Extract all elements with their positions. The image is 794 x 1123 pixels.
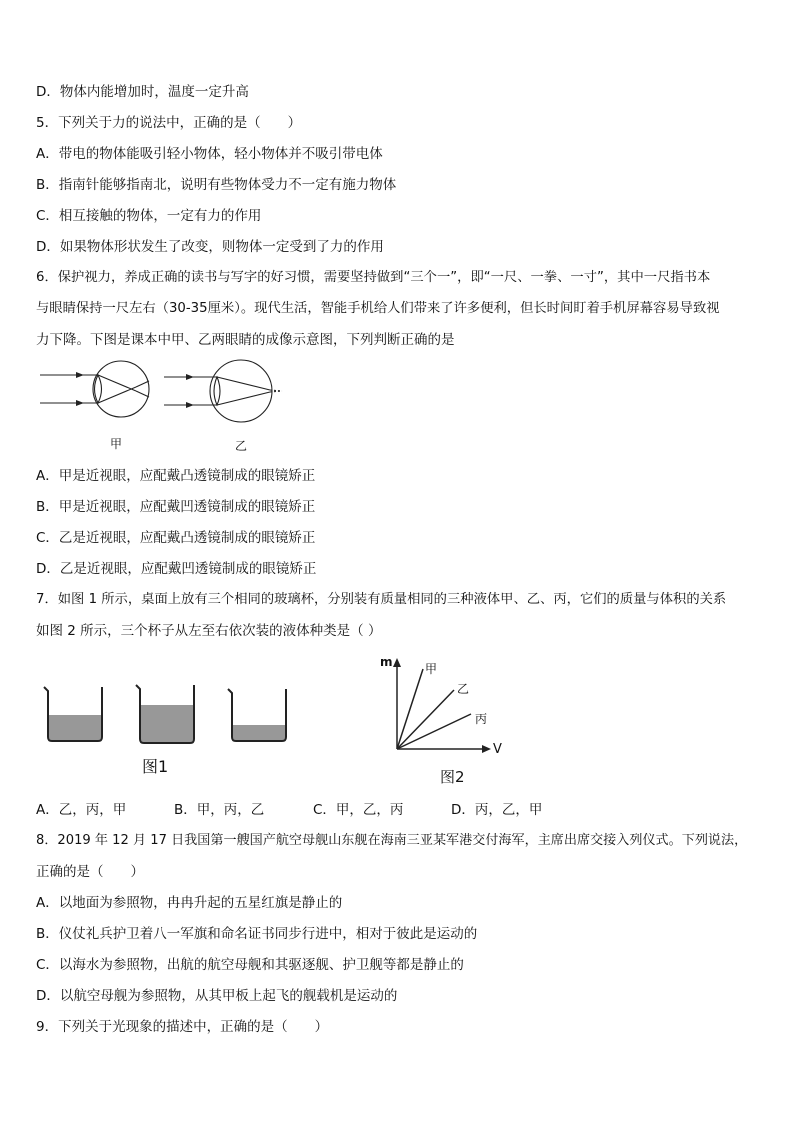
q4-option-d: D．物体内能增加时，温度一定升高	[36, 84, 249, 100]
q8-option-a: A．以地面为参照物，冉冉升起的五星红旗是静止的	[36, 895, 343, 911]
q8-option-c: C．以海水为参照物，出航的航空母舰和其驱逐舰、护卫舰等都是静止的	[36, 957, 464, 973]
line-jia	[397, 669, 423, 749]
eye-jia-label: 甲	[110, 437, 123, 451]
figure-2-label: 图2	[440, 768, 465, 786]
line-bing	[397, 714, 471, 749]
line-bing-label: 丙	[475, 712, 488, 726]
q6-option-a: A．甲是近视眼，应配戴凸透镜制成的眼镜矫正	[36, 468, 316, 484]
line-yi-label: 乙	[457, 682, 470, 696]
q5-option-a: A．带电的物体能吸引轻小物体，轻小物体并不吸引带电体	[36, 146, 383, 162]
q6-option-b: B．甲是近视眼，应配戴凹透镜制成的眼镜矫正	[36, 499, 316, 515]
eye-jia-lens	[95, 375, 102, 403]
figure-1-label: 图1	[142, 757, 169, 776]
q9-stem: 9．下列关于光现象的描述中，正确的是（ ）	[36, 1019, 329, 1035]
q7-stem-line-2: 如图 2 所示，三个杯子从左至右依次装的液体种类是（ ）	[36, 623, 382, 639]
eye-yi-label: 乙	[235, 439, 248, 453]
axis-m-label: m	[380, 655, 393, 669]
q5-option-b: B．指南针能够指南北，说明有些物体受力不一定有施力物体	[36, 177, 397, 193]
q8-stem-line-1: 8．2019 年 12 月 17 日我国第一艘国产航空母舰山东舰在海南三亚某军港交付海军，主席出席交接入列仪式。下列说法，	[36, 833, 748, 848]
axis-v-label: V	[493, 742, 502, 757]
q8-stem-line-2: 正确的是（ ）	[36, 864, 144, 880]
eye-diagram	[36, 355, 306, 455]
q7-option-a: A．乙，丙，甲	[36, 802, 127, 818]
q5-option-d: D．如果物体形状发生了改变，则物体一定受到了力的作用	[36, 239, 384, 255]
q5-option-c: C．相互接触的物体，一定有力的作用	[36, 208, 262, 224]
figure-1-beakers	[36, 655, 326, 785]
q8-option-b: B．仪仗礼兵护卫着八一军旗和命名证书同步行进中，相对于彼此是运动的	[36, 926, 478, 942]
q8-option-d: D．以航空母舰为参照物，从其甲板上起飞的舰载机是运动的	[36, 988, 398, 1004]
q6-stem-line-1: 6．保护视力，养成正确的读书与写字的好习惯，需要坚持做到“三个一”，即“一尺、一拳、一寸”，其中一尺指书本	[36, 270, 711, 285]
line-yi	[397, 690, 454, 749]
q7-stem-line-1: 7．如图 1 所示，桌面上放有三个相同的玻璃杯，分别装有质量相同的三种液体甲、乙、丙，它们的质量与体积的关系	[36, 592, 727, 607]
liquid-right	[233, 725, 285, 740]
eye-yi-lens	[214, 377, 220, 405]
q7-option-d: D．丙，乙，甲	[451, 802, 543, 818]
line-jia-label: 甲	[425, 662, 438, 676]
q7-option-b: B．甲，丙，乙	[174, 802, 265, 818]
liquid-left	[49, 715, 101, 740]
q7-option-c: C．甲，乙，丙	[313, 802, 404, 818]
q5-stem: 5．下列关于力的说法中，正确的是（ ）	[36, 115, 302, 131]
q6-option-c: C．乙是近视眼，应配戴凸透镜制成的眼镜矫正	[36, 530, 316, 546]
liquid-middle	[141, 705, 193, 742]
q6-stem-line-3: 力下降。下图是课本中甲、乙两眼睛的成像示意图，下列判断正确的是	[36, 332, 455, 348]
q6-option-d: D．乙是近视眼，应配戴凹透镜制成的眼镜矫正	[36, 561, 317, 577]
eye-yi-circle	[210, 360, 272, 422]
q6-stem-line-2: 与眼睛保持一尺左右（30-35厘米）。现代生活，智能手机给人们带来了许多便利，但长时间盯着手机屏幕容易导致视	[36, 301, 720, 316]
